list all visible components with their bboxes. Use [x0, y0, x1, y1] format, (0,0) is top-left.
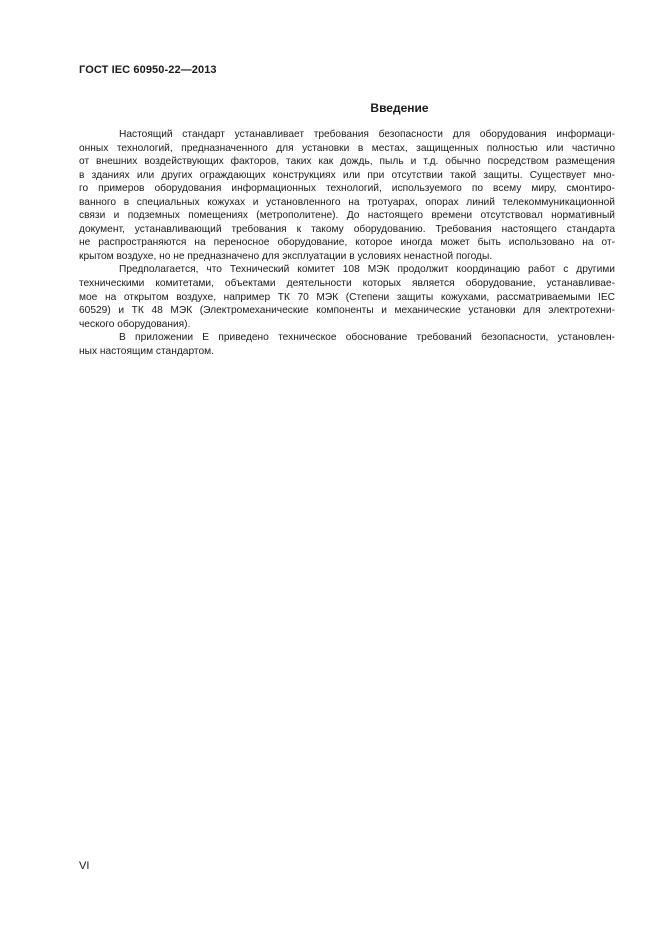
- text-line: ческого оборудования).: [79, 318, 191, 330]
- section-title-text: Введение: [370, 101, 429, 115]
- text-line: го примеров оборудования информационных технологий, используемого по всему миру, смонтиро-: [79, 183, 615, 195]
- paragraph-1: [79, 128, 615, 263]
- page-number: VI: [79, 860, 90, 872]
- text-line: ных настоящим стандартом.: [79, 345, 214, 357]
- text-line: 60529) и ТК 48 МЭК (Электромеханические компоненты и механические установки для электротехни-: [79, 305, 615, 317]
- text-line: от внешних воздействующих факторов, таких как дождь, пыль и т.д. обычно посредством размещения: [79, 156, 615, 168]
- section-title: [79, 101, 615, 115]
- text-line: в зданиях или других ограждающих конструкциях или при отсутствии такой защиты. Существует мно-: [79, 169, 615, 181]
- introduction-body: [79, 128, 615, 358]
- text-line: В приложении Е приведено техническое обоснование требований безопасности, установлен-: [119, 332, 615, 344]
- text-line: документ, устанавливающий требования к такому оборудованию. Требования настоящего стандарта: [79, 223, 615, 235]
- paragraph-2: [79, 263, 615, 331]
- text-line: техническими комитетами, объектами деятельности которых является оборудование, устанавливае-: [79, 278, 615, 290]
- text-line: Настоящий стандарт устанавливает требования безопасности для оборудования информаци-: [119, 129, 615, 140]
- text-line: ванного в специальных кожухах и установленного на тротуарах, опорах линий телекоммуникационной: [79, 196, 615, 208]
- text-line: не распространяются на переносное оборудование, которое иногда может быть использовано на от-: [79, 237, 615, 249]
- document-header-code: ГОСТ IEC 60950-22—2013: [79, 64, 217, 76]
- text-line: крытом воздухе, но не предназначено для эксплуатации в условиях ненастной погоды.: [79, 250, 493, 262]
- text-line: мое на открытом воздухе, например ТК 70 МЭК (Степени защиты кожухами, рассматриваемыми IEC: [79, 291, 615, 303]
- text-line: связи и подземных помещениях (метрополитене). До настоящего времени отсутствовал нормативный: [79, 210, 615, 222]
- text-line: онных технологий, предназначенного для установки в местах, защищенных полностью или частично: [79, 142, 615, 154]
- text-line: Предполагается, что Технический комитет 108 МЭК продолжит координацию работ с другими: [119, 264, 615, 276]
- paragraph-3: [79, 331, 615, 358]
